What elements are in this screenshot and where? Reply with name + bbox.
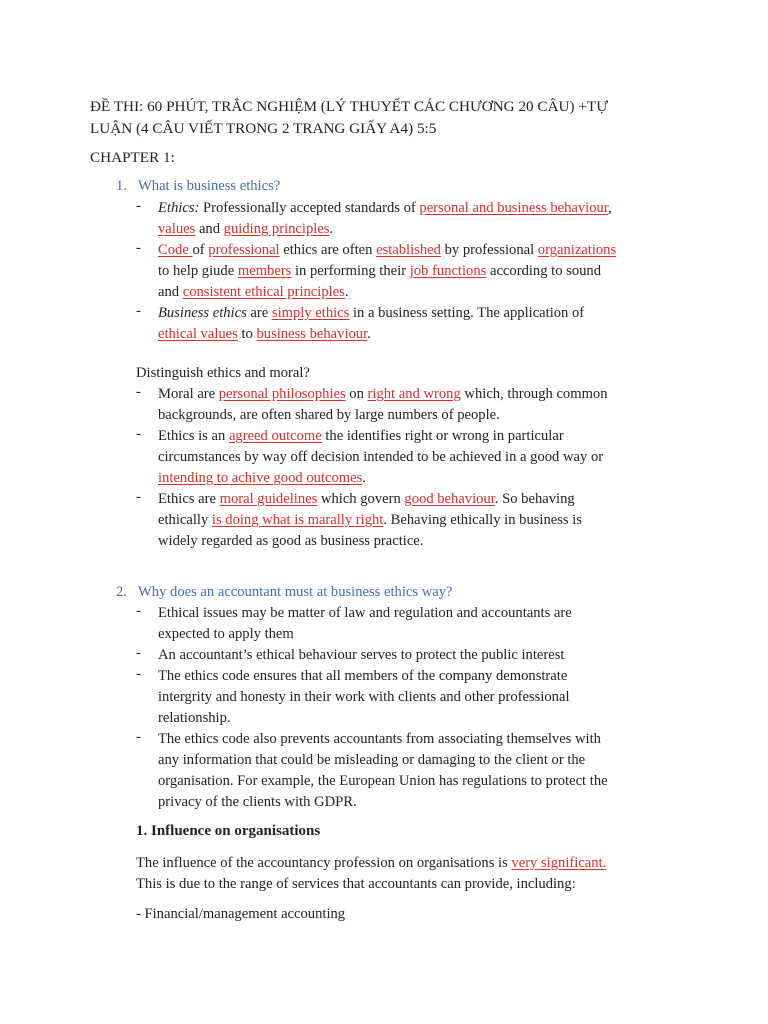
chapter-heading: CHAPTER 1:	[90, 149, 175, 166]
exam-header	[90, 96, 688, 140]
list-item: - Code of professional ethics are often established by professional organizations to help giude members in performing their job functions according to sound and consistent ethical principles.	[136, 240, 617, 300]
exam-header-line-1: ĐỀ THI: 60 PHÚT, TRẮC NGHIỆM (LÝ THUYẾT CÁC CHƯƠNG 20 CÂU) +TỰ	[90, 98, 608, 115]
list-item: - An accountant’s ethical behaviour serves to protect the public interest	[136, 645, 565, 663]
list-item: - Ethics are moral guidelines which govern good behaviour. So behaving ethically is doing what is marally right. Behaving ethically in business is widely regarded as good as business practice.	[136, 489, 582, 549]
question-1-bullets	[136, 198, 698, 345]
question-1	[116, 176, 280, 197]
section-paragraph: The influence of the accountancy profession on organisations is very significant. This is due to the range of services that accountants can provide, including:	[136, 855, 607, 892]
question-text: Why does an accountant must at business ethics way?	[138, 584, 453, 600]
section-list-item: - Financial/management accounting	[136, 906, 346, 922]
list-item: - Moral are personal philosophies on right and wrong which, through common backgrounds, are often shared by large numbers of people.	[136, 384, 608, 423]
question-2	[116, 582, 453, 603]
list-item: - Ethics is an agreed outcome the identifies right or wrong in particular circumstances by way off decision intended to be achieved in a good way or intending to achive good outcomes.	[136, 426, 604, 486]
section-heading: 1. Influence on organisations	[136, 823, 321, 839]
exam-header-line-2: LUẬN (4 CÂU VIẾT TRONG 2 TRANG GIẤY A4) 5:5	[90, 120, 437, 137]
list-item: - The ethics code ensures that all members of the company demonstrate intergrity and honesty in their work with clients and other professional relationship.	[136, 666, 570, 726]
list-item: - Ethics: Professionally accepted standards of personal and business behaviour, values and guiding principles.	[136, 198, 612, 237]
question-number: 1.	[116, 178, 127, 194]
question-text: What is business ethics?	[138, 178, 281, 194]
list-item: - Ethical issues may be matter of law and regulation and accountants are expected to apply them	[136, 603, 572, 642]
sub-heading-ethics-moral: Distinguish ethics and moral?	[136, 365, 310, 381]
moral-bullets	[136, 384, 698, 552]
question-2-bullets	[136, 603, 698, 813]
question-number: 2.	[116, 584, 127, 600]
list-item: - Business ethics are simply ethics in a business setting. The application of ethical values to business behaviour.	[136, 303, 585, 342]
list-item: - The ethics code also prevents accountants from associating themselves with any information that could be misleading or damaging to the client or the organisation. For example, the European Union has regulations to protect the privacy of the clients with GDPR.	[136, 729, 608, 810]
